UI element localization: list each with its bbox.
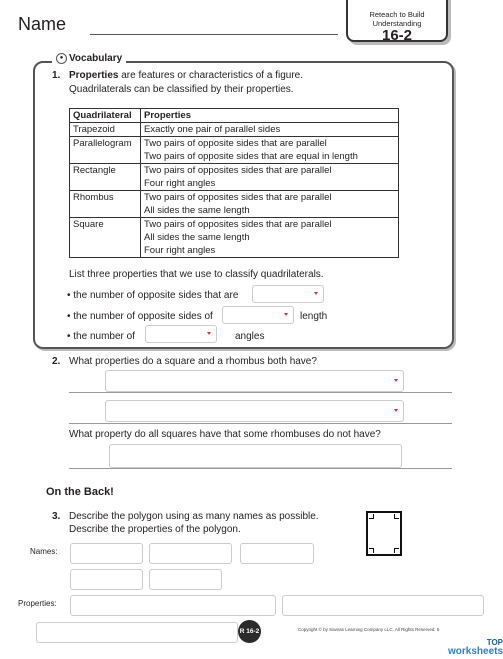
item1-number: 1. (52, 70, 61, 81)
tab-line1: Reteach to Build (369, 10, 425, 19)
prop-line: Two pairs of opposites sides that are parallel (144, 219, 332, 230)
prop-line: Four right angles (144, 245, 216, 256)
bullet-2: • the number of opposite sides of (67, 311, 213, 322)
q2-number: 2. (52, 356, 61, 367)
page-number: 5 (436, 627, 440, 632)
table-cell-name: Trapezoid (70, 123, 141, 137)
bullet-1-dropdown[interactable] (252, 285, 324, 303)
chevron-down-icon (284, 313, 288, 316)
bullet-2-after: length (300, 311, 328, 322)
property-input-2[interactable] (282, 595, 484, 616)
square-figure (366, 511, 402, 556)
table-row (70, 164, 399, 191)
quadrilateral-table (69, 108, 399, 258)
copyright (298, 627, 439, 632)
vocabulary-title (52, 53, 126, 64)
names-label: Names: (30, 547, 58, 556)
name-input-1[interactable] (70, 543, 143, 564)
name-label: Name (18, 14, 67, 34)
property-input-3[interactable] (36, 622, 238, 643)
q2-dropdown-2[interactable] (105, 400, 404, 422)
chevron-down-icon (207, 332, 211, 335)
prop-line: Exactly one pair of parallel sides (144, 124, 281, 135)
q2-text: What properties do a square and a rhombus both have? (69, 356, 317, 367)
properties-label: Properties: (18, 599, 57, 608)
table-cell-props (141, 123, 399, 137)
bullet-3: • the number of (67, 331, 135, 342)
item1-rest: are features or characteristics of a figure. (118, 70, 303, 81)
q3-number: 3. (52, 511, 61, 522)
name-line (90, 34, 338, 35)
tab-code: 16-2 (381, 27, 413, 44)
table-cell-props (141, 218, 399, 258)
right-angle-mark (369, 548, 374, 553)
table-cell-name: Square (70, 218, 141, 258)
tab-line2: Understanding (372, 19, 422, 28)
item1-line1 (69, 69, 303, 83)
page-badge: R 16-2 (238, 620, 261, 643)
brand-logo (448, 638, 503, 656)
name-input-2[interactable] (149, 543, 232, 564)
brand-bottom: worksheets (448, 646, 503, 657)
q2-subquestion: What property do all squares have that some rhombuses do not have? (69, 429, 381, 440)
item1-line2: Quadrilaterals can be classified by their properties. (69, 84, 294, 95)
brand-top: TOP (486, 638, 503, 647)
prop-line: Two pairs of opposites sides that are parallel (144, 165, 332, 176)
prop-line: Four right angles (144, 178, 216, 189)
bullet-2-dropdown[interactable] (222, 306, 294, 324)
table-cell-props (141, 164, 399, 191)
table-row (70, 123, 399, 137)
table-header-quadrilateral: Quadrilateral (70, 109, 141, 123)
property-input-1[interactable] (70, 595, 276, 616)
globe-icon: ● (56, 53, 67, 64)
q3-line2: Describe the properties of the polygon. (69, 524, 241, 535)
name-input-4[interactable] (70, 569, 143, 590)
table-cell-name: Rhombus (70, 191, 141, 218)
chevron-down-icon (394, 379, 398, 382)
table-cell-name: Rectangle (70, 164, 141, 191)
answer-line (69, 423, 452, 424)
lesson-tab (346, 0, 448, 42)
chevron-down-icon (314, 292, 318, 295)
table-cell-props (141, 191, 399, 218)
prop-line: Two pairs of opposites sides that are parallel (144, 192, 332, 203)
table-row (70, 218, 399, 258)
q2-dropdown-1[interactable] (105, 370, 404, 392)
name-input-3[interactable] (240, 543, 314, 564)
prop-line: Two pairs of opposite sides that are parallel (144, 138, 327, 149)
right-angle-mark (394, 514, 399, 519)
answer-line (69, 468, 452, 469)
bullet-3-after: angles (235, 331, 265, 342)
table-row (70, 191, 399, 218)
table-cell-name: Parallelogram (70, 137, 141, 164)
q2-answer-input[interactable] (109, 444, 402, 468)
table-cell-props (141, 137, 399, 164)
answer-line (69, 392, 452, 393)
right-angle-mark (369, 514, 374, 519)
bullet-1: • the number of opposite sides that are (67, 290, 239, 301)
table-header-properties: Properties (141, 109, 399, 123)
list-intro: List three properties that we use to classify quadrilaterals. (69, 269, 324, 280)
bullet-3-dropdown[interactable] (145, 325, 217, 343)
vocabulary-title-text: Vocabulary (69, 53, 123, 65)
on-the-back-title: On the Back! (46, 486, 114, 498)
prop-line: All sides the same length (144, 205, 250, 216)
prop-line: Two pairs of opposite sides that are equal in length (144, 151, 358, 162)
name-input-5[interactable] (149, 569, 222, 590)
prop-line: All sides the same length (144, 232, 250, 243)
q3-line1: Describe the polygon using as many names as possible. (69, 511, 319, 522)
chevron-down-icon (394, 409, 398, 412)
right-angle-mark (394, 548, 399, 553)
item1-bold-term: Properties (69, 70, 119, 81)
table-header-row (70, 109, 399, 123)
copyright-text: Copyright © by Savvas Learning Company LLC. All Rights Reserved. (298, 627, 436, 632)
table-row (70, 137, 399, 164)
